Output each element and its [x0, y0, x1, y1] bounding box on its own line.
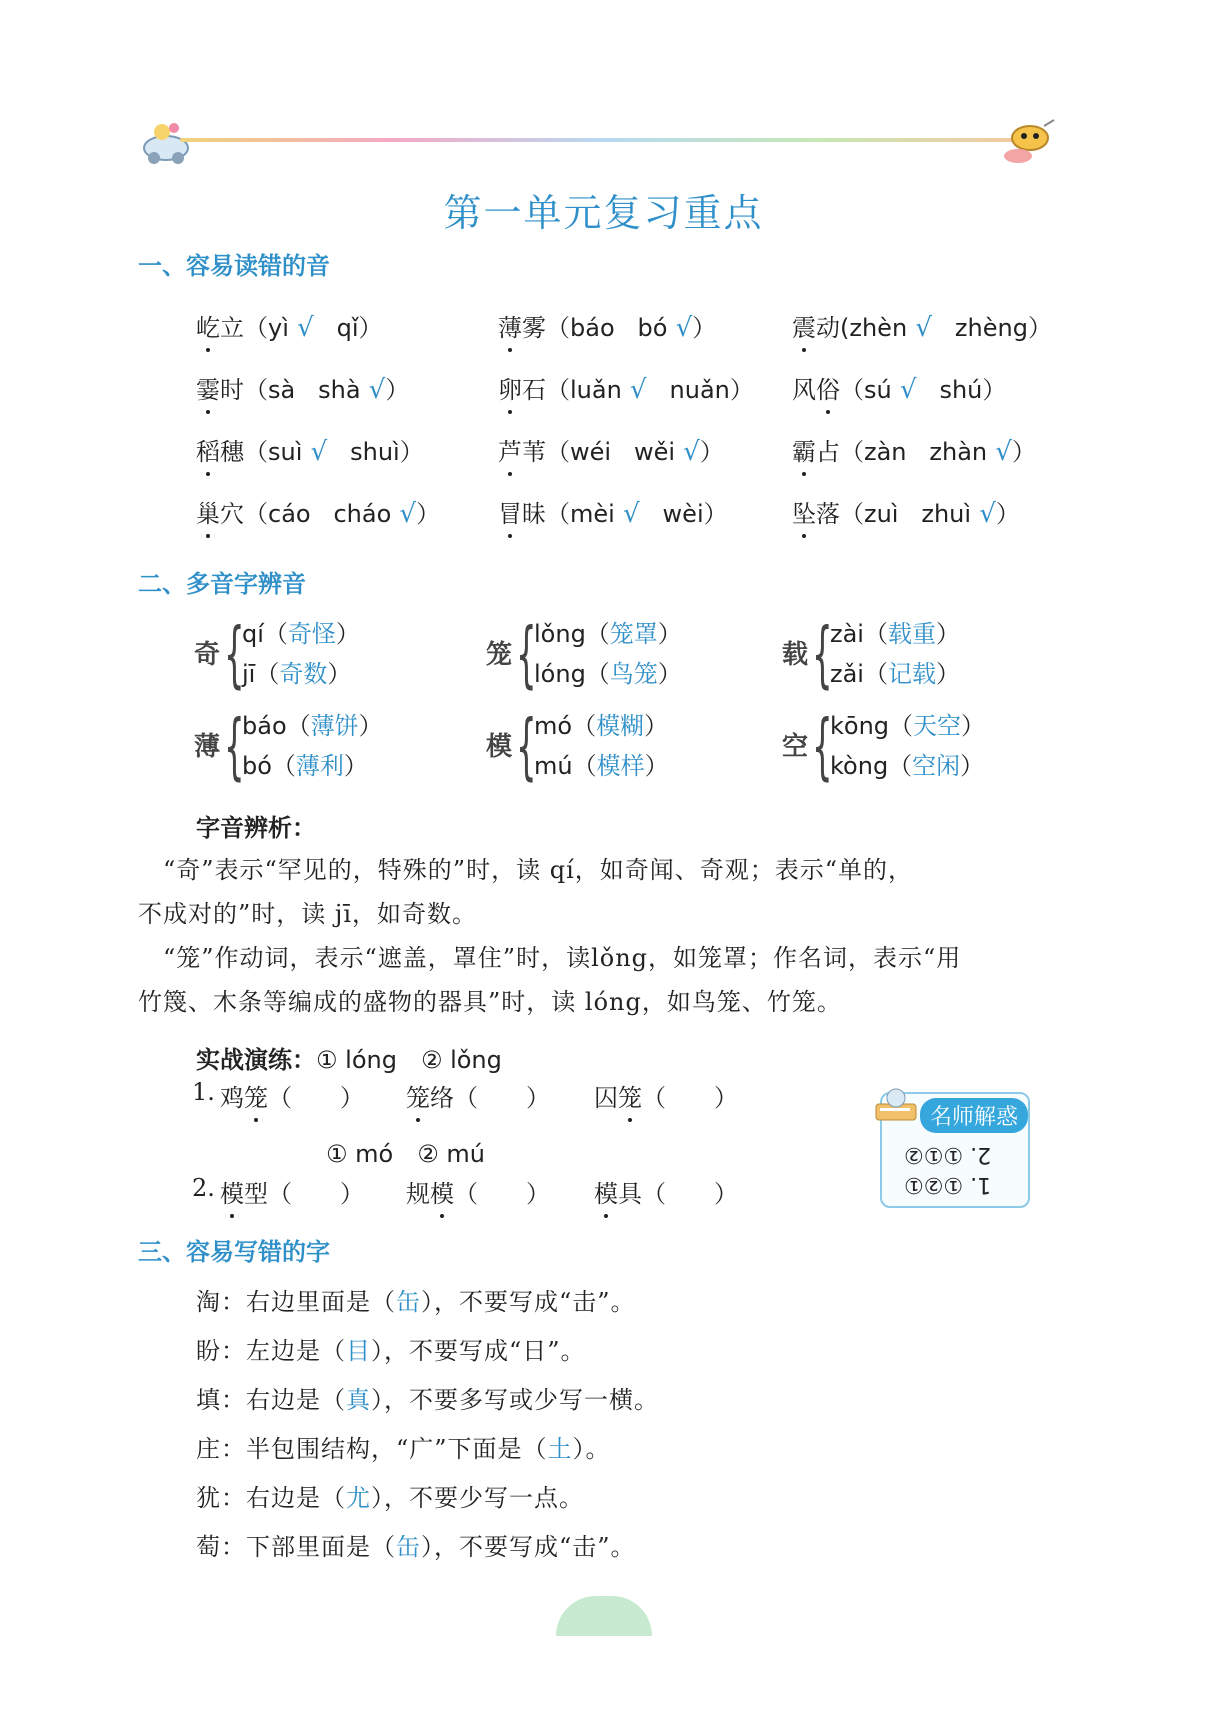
right-mascot-icon — [1000, 118, 1056, 166]
reading-close-paren: ） — [703, 500, 728, 528]
reading-option-a: wéi — [570, 438, 612, 466]
writing-rule-pre: ：左边是（ — [221, 1337, 346, 1365]
polyphone-char: 载 — [782, 640, 809, 670]
writing-answer: 缶 — [396, 1288, 421, 1316]
polyphone-open-paren: （ — [889, 712, 914, 740]
writing-answer: 真 — [346, 1386, 371, 1414]
reading-word-post: 穗 — [220, 438, 244, 466]
teacher-mascot-icon — [874, 1086, 922, 1126]
polyphone-line — [242, 614, 360, 649]
writing-char: 萄 — [196, 1533, 221, 1561]
reading-item — [792, 494, 1020, 529]
reading-option-b: shú — [939, 376, 983, 404]
reading-word — [196, 376, 244, 404]
practice-word — [220, 1180, 268, 1208]
reading-open-paren: （ — [546, 500, 570, 528]
analysis-paragraph-2 — [138, 936, 1058, 1024]
writing-answer: 尤 — [346, 1484, 371, 1512]
practice-word-dotted-char: 模 — [594, 1174, 618, 1209]
polyphone-close-paren: ） — [960, 752, 985, 780]
polyphone-open-paren: （ — [585, 620, 610, 648]
writing-rule-pre: ：右边是（ — [221, 1484, 346, 1512]
reading-open-paren: （ — [244, 314, 268, 342]
reading-word — [498, 500, 546, 528]
reading-word-dotted-char: 霎 — [196, 370, 220, 405]
practice-question-1 — [192, 1078, 792, 1112]
practice-item — [594, 1174, 738, 1209]
practice-word-dotted-char: 模 — [430, 1174, 454, 1209]
practice-word-pre: 规 — [406, 1180, 430, 1208]
reading-word-dotted-char: 卵 — [498, 370, 522, 405]
polyphone-pinyin: mú — [534, 752, 573, 780]
practice-word-pre: 鸡 — [220, 1084, 244, 1112]
reading-gap — [640, 500, 663, 528]
polyphone-char: 模 — [486, 732, 513, 762]
reading-open-paren: ( — [840, 314, 850, 342]
reading-item — [196, 308, 383, 343]
writing-rule-pre: ：下部里面是（ — [221, 1533, 396, 1561]
reading-item — [196, 370, 409, 405]
writing-rule-pre: ：半包围结构，“广”下面是（ — [221, 1435, 548, 1463]
polyphone-pinyin: báo — [242, 712, 287, 740]
practice-item — [406, 1174, 550, 1209]
polyphone-pinyin: jī — [242, 660, 256, 688]
reading-gap — [314, 314, 337, 342]
practice-word-post: 型 — [244, 1180, 268, 1208]
polyphone-example: 空闲 — [912, 752, 961, 780]
polyphone-group — [486, 706, 746, 786]
practice-word-dotted-char: 笼 — [618, 1078, 642, 1113]
reading-gap — [611, 438, 634, 466]
reading-option-b: nuǎn — [669, 376, 730, 404]
reading-word-post: 昧 — [522, 500, 546, 528]
reading-word — [498, 314, 546, 342]
reading-option-a: cáo — [268, 500, 311, 528]
polyphone-example: 模糊 — [596, 712, 645, 740]
polyphone-open-paren: （ — [863, 620, 888, 648]
answer-blank: （ ） — [454, 1084, 550, 1112]
answer-blank: （ ） — [268, 1180, 364, 1208]
reading-word — [498, 376, 546, 404]
polyphone-line — [534, 706, 668, 741]
analysis-paragraph-1 — [138, 848, 1058, 936]
polyphone-close-paren: ） — [961, 712, 986, 740]
polyphone-group — [782, 614, 1042, 694]
reading-word-dotted-char: 屹 — [196, 308, 220, 343]
reading-close-paren: ） — [1027, 314, 1052, 342]
reading-option-b: cháo — [333, 500, 392, 528]
check-icon: √ — [987, 437, 1012, 467]
writing-char: 盼 — [196, 1337, 221, 1365]
polyphone-open-paren: （ — [888, 752, 913, 780]
polyphone-group — [486, 614, 746, 694]
page-footer-decoration — [556, 1596, 652, 1636]
polyphone-pinyin: zài — [830, 620, 864, 648]
polyphone-pinyin: kōng — [830, 712, 890, 740]
answer-blank: （ ） — [454, 1180, 550, 1208]
reading-word — [792, 314, 840, 342]
polyphone-close-paren: ） — [335, 620, 360, 648]
brace-icon: { — [224, 612, 245, 696]
reading-close-paren: ） — [416, 500, 441, 528]
writing-rule-pre: ：右边里面是（ — [221, 1288, 396, 1316]
writing-answer: 缶 — [396, 1533, 421, 1561]
polyphone-example: 载重 — [887, 620, 936, 648]
reading-option-a: luǎn — [570, 376, 622, 404]
polyphone-open-paren: （ — [572, 712, 597, 740]
practice-item — [406, 1078, 550, 1113]
practice-word-post: 络 — [430, 1084, 454, 1112]
reading-word-dotted-char: 冒 — [498, 494, 522, 529]
reading-option-a: yì — [268, 314, 289, 342]
writing-item — [196, 1380, 659, 1415]
polyphone-char: 薄 — [194, 732, 221, 762]
check-icon: √ — [360, 375, 386, 405]
check-icon: √ — [302, 437, 328, 467]
answer-blank: （ ） — [642, 1084, 738, 1112]
reading-open-paren: （ — [840, 500, 864, 528]
practice-item — [220, 1174, 364, 1209]
polyphone-close-paren: ） — [327, 660, 352, 688]
section-title-miswritten-chars: 三、容易写错的字 — [138, 1238, 330, 1266]
polyphone-line — [534, 614, 682, 649]
practice-word — [594, 1084, 642, 1112]
reading-word-dotted-char: 巢 — [196, 494, 220, 529]
polyphone-line — [242, 654, 351, 689]
check-icon: √ — [288, 313, 314, 343]
reading-word — [498, 438, 546, 466]
analysis-p2-line1: “笼”作动词，表示“遮盖，罩住”时，读lǒng，如笼罩；作名词，表示“用 — [138, 944, 962, 972]
polyphone-open-paren: （ — [263, 620, 288, 648]
reading-option-a: báo — [570, 314, 615, 342]
practice-word-pre: 囚 — [594, 1084, 618, 1112]
reading-close-paren: ） — [729, 376, 754, 404]
practice-item — [594, 1078, 738, 1113]
reading-option-a: sà — [268, 376, 296, 404]
reading-option-b: qǐ — [336, 314, 359, 342]
reading-close-paren: ） — [699, 438, 724, 466]
polyphone-close-paren: ） — [343, 752, 368, 780]
polyphone-open-paren: （ — [572, 752, 597, 780]
reading-word — [196, 314, 244, 342]
reading-item — [498, 432, 724, 467]
reading-option-a: suì — [268, 438, 303, 466]
reading-word-dotted-char: 薄 — [498, 308, 522, 343]
writing-answer: 目 — [346, 1337, 371, 1365]
reading-item — [498, 494, 728, 529]
reading-word — [196, 500, 244, 528]
check-icon: √ — [675, 437, 700, 467]
answer-blank: （ ） — [642, 1180, 738, 1208]
reading-word — [196, 438, 244, 466]
reading-close-paren: ） — [358, 314, 383, 342]
analysis-p1-line2: 不成对的”时，读 jī，如奇数。 — [138, 900, 478, 928]
reading-gap — [647, 376, 670, 404]
reading-word-dotted-char: 震 — [792, 308, 816, 343]
reading-word-post: 石 — [522, 376, 546, 404]
check-icon: √ — [621, 375, 647, 405]
reading-option-b: zhèng — [954, 314, 1028, 342]
polyphone-char: 空 — [782, 732, 809, 762]
reading-open-paren: （ — [244, 500, 268, 528]
writing-rule-pre: ：右边是（ — [221, 1386, 346, 1414]
reading-word — [792, 376, 840, 404]
polyphone-char: 奇 — [194, 640, 221, 670]
reading-gap — [327, 438, 350, 466]
writing-item — [196, 1429, 611, 1464]
writing-char: 犹 — [196, 1484, 221, 1512]
reading-word-pre: 风 — [792, 376, 816, 404]
reading-gap — [311, 500, 334, 528]
reading-option-b: shà — [318, 376, 361, 404]
polyphone-line — [534, 654, 682, 689]
reading-close-paren: ） — [399, 438, 424, 466]
analysis-heading: 字音辨析： — [196, 814, 316, 842]
polyphone-example: 奇数 — [279, 660, 328, 688]
polyphone-open-paren: （ — [286, 712, 311, 740]
reading-option-b: shuì — [350, 438, 400, 466]
reading-open-paren: （ — [546, 438, 570, 466]
polyphone-line — [830, 706, 985, 741]
reading-item — [792, 370, 1006, 405]
check-icon: √ — [614, 499, 640, 529]
polyphone-close-paren: ） — [644, 752, 669, 780]
polyphone-close-paren: ） — [644, 712, 669, 740]
reading-word — [792, 438, 840, 466]
reading-word-post: 占 — [816, 438, 840, 466]
reading-close-paren: ） — [692, 314, 717, 342]
check-icon: √ — [667, 313, 693, 343]
practice-word — [594, 1180, 642, 1208]
reading-gap — [615, 314, 638, 342]
practice-q2-number: 2. — [192, 1174, 215, 1202]
reading-option-b: zhuì — [921, 500, 972, 528]
hint-answer-line-1: 2. ①①② — [904, 1142, 992, 1167]
polyphone-line — [242, 746, 368, 781]
polyphone-example: 薄饼 — [310, 712, 359, 740]
practice-heading — [196, 1040, 502, 1075]
reading-gap — [898, 500, 921, 528]
reading-word-dotted-char: 芦 — [498, 432, 522, 467]
polyphone-close-paren: ） — [935, 660, 960, 688]
brace-icon: { — [516, 612, 537, 696]
polyphone-line — [534, 746, 669, 781]
writing-rule-post: ），不要写成“日”。 — [371, 1337, 586, 1365]
section-title-misread-sounds: 一、容易读错的音 — [138, 252, 330, 280]
section-title-polyphones: 二、多音字辨音 — [138, 570, 306, 598]
reading-gap — [932, 314, 955, 342]
writing-answer: 土 — [547, 1435, 573, 1463]
header-decoration-line — [180, 138, 1030, 142]
polyphone-open-paren: （ — [255, 660, 280, 688]
reading-gap — [917, 376, 940, 404]
reading-close-paren: ） — [982, 376, 1007, 404]
reading-option-b: wěi — [633, 438, 676, 466]
writing-item — [196, 1478, 584, 1513]
hint-badge: 名师解惑 — [920, 1098, 1028, 1133]
reading-word-post: 雾 — [522, 314, 546, 342]
polyphone-pinyin: lóng — [534, 660, 586, 688]
polyphone-close-paren: ） — [935, 620, 960, 648]
writing-rule-post: ），不要多写或少写一横。 — [371, 1386, 659, 1414]
reading-word-dotted-char: 霸 — [792, 432, 816, 467]
polyphone-line — [242, 706, 383, 741]
reading-open-paren: （ — [244, 376, 268, 404]
reading-item — [196, 432, 424, 467]
reading-word-post: 穴 — [220, 500, 244, 528]
polyphone-close-paren: ） — [358, 712, 383, 740]
polyphone-pinyin: qí — [242, 620, 264, 648]
writing-item — [196, 1331, 586, 1366]
polyphone-line — [830, 746, 984, 781]
reading-open-paren: （ — [840, 376, 864, 404]
polyphone-pinyin: bó — [242, 752, 272, 780]
reading-item — [792, 308, 1052, 343]
polyphone-close-paren: ） — [657, 660, 682, 688]
reading-option-a: zuì — [864, 500, 899, 528]
polyphone-close-paren: ） — [657, 620, 682, 648]
reading-word-dotted-char: 俗 — [816, 370, 840, 405]
writing-rule-post: ），不要少写一点。 — [371, 1484, 584, 1512]
polyphone-example: 天空 — [913, 712, 962, 740]
polyphone-open-paren: （ — [585, 660, 610, 688]
practice-item — [220, 1078, 364, 1113]
polyphone-pinyin: kòng — [830, 752, 889, 780]
practice-word-dotted-char: 笼 — [406, 1078, 430, 1113]
practice-word — [406, 1180, 454, 1208]
reading-close-paren: ） — [385, 376, 410, 404]
reading-word-dotted-char: 坠 — [792, 494, 816, 529]
answer-blank: （ ） — [268, 1084, 364, 1112]
reading-option-a: mèi — [570, 500, 615, 528]
reading-option-b: wèi — [662, 500, 704, 528]
writing-char: 淘 — [196, 1288, 221, 1316]
polyphone-pinyin: zǎi — [830, 660, 864, 688]
check-icon: √ — [907, 313, 933, 343]
polyphone-example: 模样 — [596, 752, 645, 780]
reading-item — [498, 308, 716, 343]
writing-rule-post: ），不要写成“击”。 — [421, 1288, 636, 1316]
practice-options-2: ① mó ② mú — [326, 1140, 485, 1168]
reading-option-a: zàn — [864, 438, 907, 466]
reading-word-dotted-char: 稻 — [196, 432, 220, 467]
reading-open-paren: （ — [244, 438, 268, 466]
reading-option-a: sú — [864, 376, 892, 404]
analysis-p1-line1: “奇”表示“罕见的，特殊的”时，读 qí，如奇闻、奇观；表示“单的， — [138, 856, 914, 884]
reading-word-post: 动 — [816, 314, 840, 342]
writing-rule-post: ）。 — [572, 1435, 611, 1463]
writing-rule-post: ），不要写成“击”。 — [421, 1533, 636, 1561]
reading-gap — [907, 438, 930, 466]
reading-item — [196, 494, 440, 529]
reading-open-paren: （ — [840, 438, 864, 466]
polyphone-pinyin: lǒng — [534, 620, 586, 648]
brace-icon: { — [812, 612, 833, 696]
polyphone-example: 笼罩 — [609, 620, 658, 648]
polyphone-example: 记载 — [887, 660, 936, 688]
reading-gap — [295, 376, 318, 404]
writing-item — [196, 1282, 636, 1317]
reading-open-paren: （ — [546, 314, 570, 342]
reading-option-b: bó — [637, 314, 668, 342]
writing-item — [196, 1527, 636, 1562]
polyphone-example: 鸟笼 — [609, 660, 658, 688]
reading-open-paren: （ — [546, 376, 570, 404]
hint-answer-line-2: 1. ①②① — [904, 1172, 992, 1197]
left-mascot-icon — [138, 118, 194, 166]
reading-item — [792, 432, 1036, 467]
analysis-p2-line2: 竹篾、木条等编成的盛物的器具”时，读 lóng，如鸟笼、竹笼。 — [138, 988, 842, 1016]
practice-word — [220, 1084, 268, 1112]
polyphone-example: 薄利 — [295, 752, 344, 780]
practice-question-2 — [192, 1174, 792, 1208]
page-title: 第一单元复习重点 — [443, 191, 764, 235]
check-icon: √ — [891, 375, 917, 405]
polyphone-char: 笼 — [486, 640, 513, 670]
check-icon: √ — [391, 499, 417, 529]
reading-item — [498, 370, 754, 405]
polyphone-group — [194, 706, 454, 786]
brace-icon: { — [224, 704, 245, 788]
polyphone-line — [830, 614, 960, 649]
reading-option-a: zhèn — [849, 314, 908, 342]
polyphone-example: 奇怪 — [287, 620, 336, 648]
writing-char: 填 — [196, 1386, 221, 1414]
polyphone-pinyin: mó — [534, 712, 573, 740]
polyphone-group — [194, 614, 454, 694]
brace-icon: { — [812, 704, 833, 788]
reading-close-paren: ） — [995, 500, 1020, 528]
practice-word-dotted-char: 笼 — [244, 1078, 268, 1113]
polyphone-open-paren: （ — [863, 660, 888, 688]
reading-word-post: 时 — [220, 376, 244, 404]
practice-word-dotted-char: 模 — [220, 1174, 244, 1209]
reading-word-post: 苇 — [522, 438, 546, 466]
teacher-hint-card — [880, 1092, 1030, 1208]
check-icon: √ — [971, 499, 996, 529]
polyphone-open-paren: （ — [271, 752, 296, 780]
reading-word — [792, 500, 840, 528]
reading-word-post: 落 — [816, 500, 840, 528]
practice-heading-label: 实战演练： — [196, 1046, 316, 1074]
practice-q1-number: 1. — [192, 1078, 215, 1106]
practice-word — [406, 1084, 454, 1112]
reading-close-paren: ） — [1011, 438, 1036, 466]
reading-word-post: 立 — [220, 314, 244, 342]
polyphone-group — [782, 706, 1042, 786]
reading-option-b: zhàn — [929, 438, 988, 466]
practice-word-post: 具 — [618, 1180, 642, 1208]
writing-char: 庄 — [196, 1435, 221, 1463]
brace-icon: { — [516, 704, 537, 788]
practice-options-1: ① lóng ② lǒng — [316, 1046, 502, 1074]
polyphone-line — [830, 654, 960, 689]
